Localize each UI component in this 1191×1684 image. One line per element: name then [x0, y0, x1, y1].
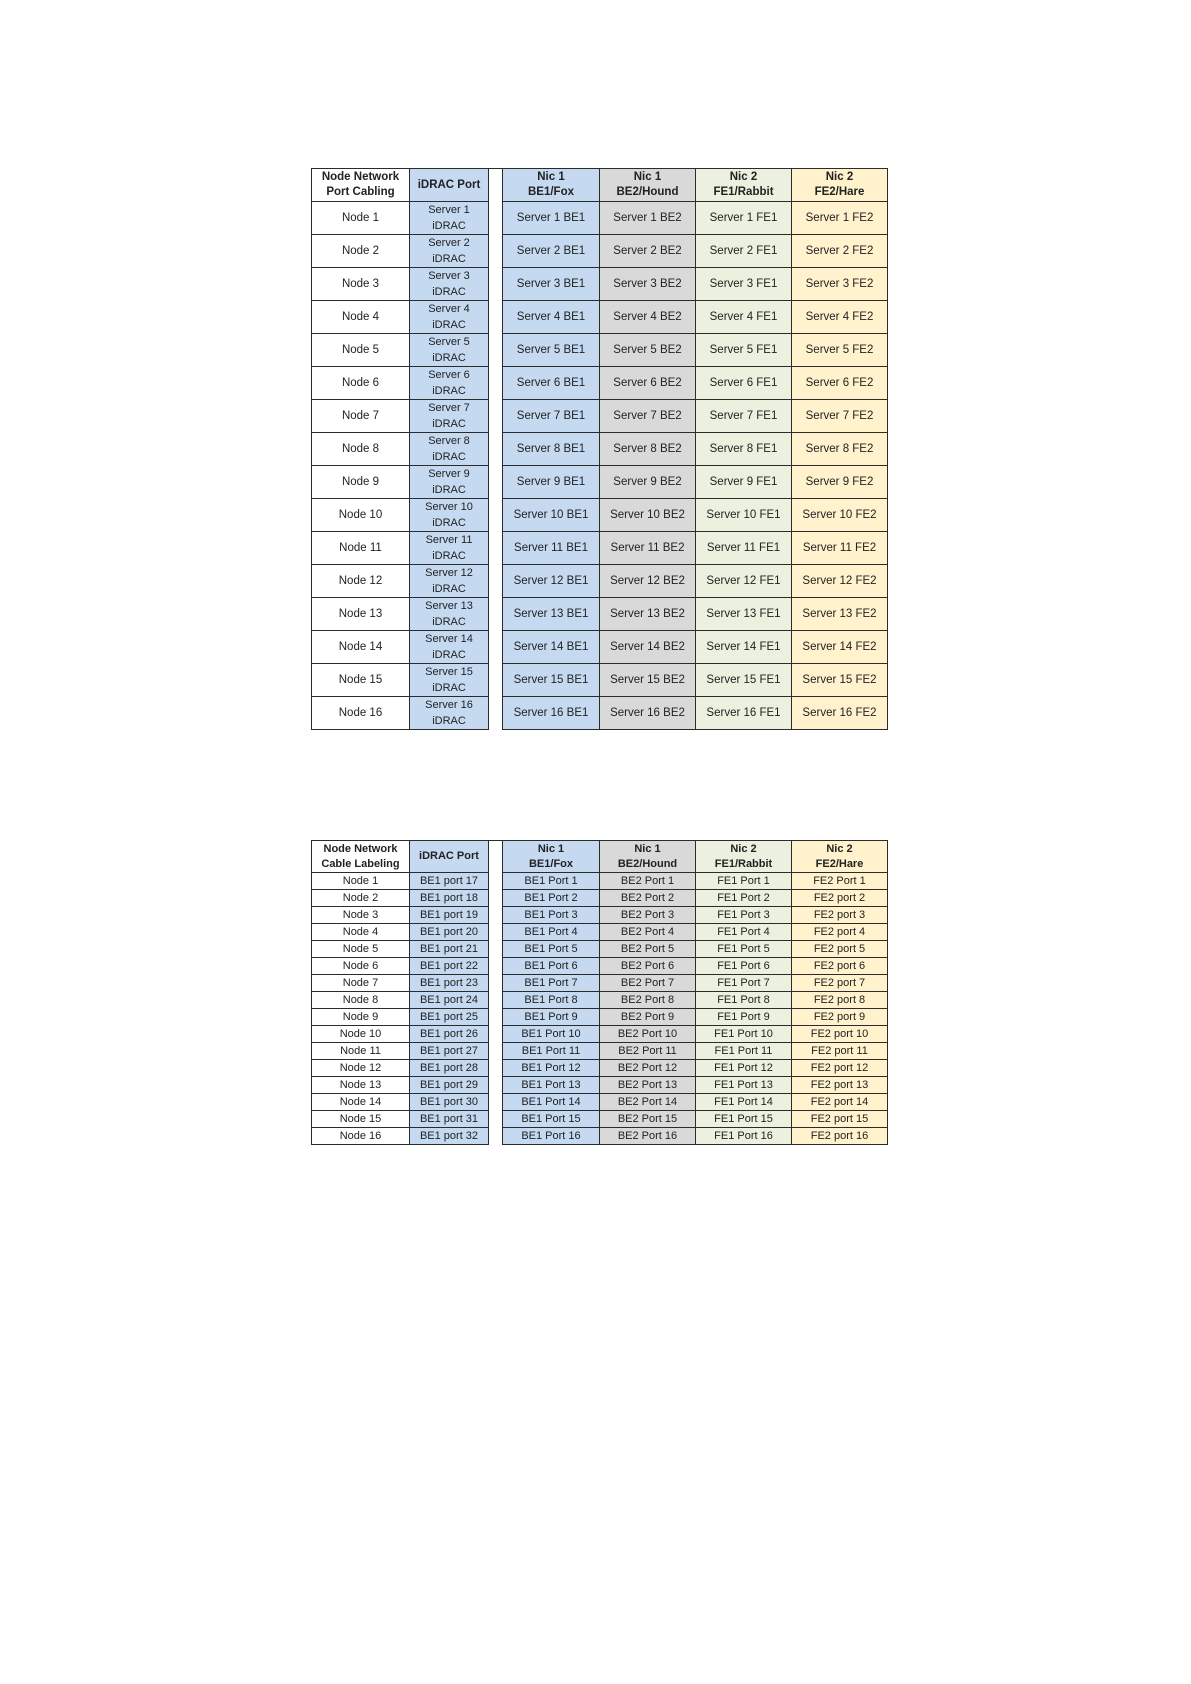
fe1-cell: Server 9 FE1	[696, 466, 792, 499]
column-gap	[489, 631, 503, 664]
node-cell: Node 15	[312, 664, 410, 697]
node-cell: Node 11	[312, 1043, 410, 1060]
fe1-cell: FE1 Port 10	[696, 1026, 792, 1043]
be2-cell: Server 3 BE2	[600, 268, 696, 301]
node-cell: Node 10	[312, 499, 410, 532]
header-fe2: Nic 2 FE2/Hare	[792, 169, 888, 202]
table-row	[312, 1043, 888, 1060]
node-cell: Node 4	[312, 924, 410, 941]
be1-cell: Server 2 BE1	[503, 235, 600, 268]
be2-cell: BE2 Port 8	[600, 992, 696, 1009]
idrac-cell: Server 8 iDRAC	[410, 433, 489, 466]
idrac-cell: Server 10 iDRAC	[410, 499, 489, 532]
idrac-cell: BE1 port 18	[410, 890, 489, 907]
be1-cell: BE1 Port 1	[503, 873, 600, 890]
idrac-cell: BE1 port 30	[410, 1094, 489, 1111]
fe1-cell: Server 10 FE1	[696, 499, 792, 532]
table-row	[312, 1060, 888, 1077]
node-cell: Node 3	[312, 907, 410, 924]
header-be2: Nic 1 BE2/Hound	[600, 841, 696, 873]
idrac-cell: Server 3 iDRAC	[410, 268, 489, 301]
fe2-cell: FE2 port 10	[792, 1026, 888, 1043]
fe2-cell: Server 14 FE2	[792, 631, 888, 664]
node-cell: Node 14	[312, 631, 410, 664]
be1-cell: Server 7 BE1	[503, 400, 600, 433]
fe1-cell: FE1 Port 12	[696, 1060, 792, 1077]
fe1-cell: Server 14 FE1	[696, 631, 792, 664]
idrac-cell: BE1 port 19	[410, 907, 489, 924]
fe1-cell: Server 11 FE1	[696, 532, 792, 565]
fe1-cell: Server 4 FE1	[696, 301, 792, 334]
table-row	[312, 697, 888, 730]
column-gap	[489, 890, 503, 907]
be2-cell: BE2 Port 3	[600, 907, 696, 924]
column-gap	[489, 958, 503, 975]
fe1-cell: FE1 Port 15	[696, 1111, 792, 1128]
fe1-cell: Server 5 FE1	[696, 334, 792, 367]
fe1-cell: FE1 Port 2	[696, 890, 792, 907]
column-gap	[489, 499, 503, 532]
header-node: Node Network Cable Labeling	[312, 841, 410, 873]
table-row	[312, 1026, 888, 1043]
idrac-cell: Server 9 iDRAC	[410, 466, 489, 499]
be2-cell: Server 14 BE2	[600, 631, 696, 664]
fe1-cell: Server 1 FE1	[696, 202, 792, 235]
be2-cell: BE2 Port 10	[600, 1026, 696, 1043]
idrac-cell: Server 1 iDRAC	[410, 202, 489, 235]
be1-cell: BE1 Port 7	[503, 975, 600, 992]
header-fe1: Nic 2 FE1/Rabbit	[696, 169, 792, 202]
fe2-cell: FE2 port 3	[792, 907, 888, 924]
fe1-cell: FE1 Port 13	[696, 1077, 792, 1094]
header-be1: Nic 1 BE1/Fox	[503, 169, 600, 202]
column-gap	[489, 1077, 503, 1094]
fe2-cell: FE2 Port 1	[792, 873, 888, 890]
fe1-cell: Server 7 FE1	[696, 400, 792, 433]
idrac-cell: Server 12 iDRAC	[410, 565, 489, 598]
be2-cell: Server 6 BE2	[600, 367, 696, 400]
be1-cell: BE1 Port 5	[503, 941, 600, 958]
be1-cell: Server 11 BE1	[503, 532, 600, 565]
node-cell: Node 4	[312, 301, 410, 334]
table-row	[312, 1128, 888, 1145]
be1-cell: Server 8 BE1	[503, 433, 600, 466]
table-row	[312, 268, 888, 301]
be2-cell: BE2 Port 5	[600, 941, 696, 958]
fe2-cell: Server 8 FE2	[792, 433, 888, 466]
be1-cell: Server 15 BE1	[503, 664, 600, 697]
node-cell: Node 5	[312, 941, 410, 958]
table-row	[312, 598, 888, 631]
column-gap	[489, 202, 503, 235]
be2-cell: BE2 Port 16	[600, 1128, 696, 1145]
column-gap	[489, 1094, 503, 1111]
fe2-cell: FE2 port 4	[792, 924, 888, 941]
node-cell: Node 1	[312, 202, 410, 235]
fe2-cell: FE2 port 6	[792, 958, 888, 975]
column-gap	[489, 169, 503, 202]
table-row	[312, 631, 888, 664]
idrac-cell: BE1 port 22	[410, 958, 489, 975]
be2-cell: BE2 Port 13	[600, 1077, 696, 1094]
idrac-cell: BE1 port 21	[410, 941, 489, 958]
table-row	[312, 235, 888, 268]
fe1-cell: Server 3 FE1	[696, 268, 792, 301]
fe2-cell: Server 15 FE2	[792, 664, 888, 697]
node-cell: Node 16	[312, 697, 410, 730]
be2-cell: BE2 Port 14	[600, 1094, 696, 1111]
fe1-cell: FE1 Port 3	[696, 907, 792, 924]
idrac-cell: BE1 port 20	[410, 924, 489, 941]
node-cell: Node 14	[312, 1094, 410, 1111]
be1-cell: BE1 Port 2	[503, 890, 600, 907]
be1-cell: BE1 Port 3	[503, 907, 600, 924]
fe2-cell: FE2 port 7	[792, 975, 888, 992]
fe2-cell: Server 3 FE2	[792, 268, 888, 301]
be2-cell: Server 2 BE2	[600, 235, 696, 268]
column-gap	[489, 697, 503, 730]
fe2-cell: FE2 port 11	[792, 1043, 888, 1060]
node-cell: Node 8	[312, 992, 410, 1009]
table-row	[312, 924, 888, 941]
idrac-cell: Server 15 iDRAC	[410, 664, 489, 697]
table-row	[312, 1009, 888, 1026]
node-cell: Node 6	[312, 367, 410, 400]
fe1-cell: Server 15 FE1	[696, 664, 792, 697]
idrac-cell: BE1 port 27	[410, 1043, 489, 1060]
port-cabling-table	[311, 168, 888, 730]
table-row	[312, 873, 888, 890]
fe1-cell: FE1 Port 5	[696, 941, 792, 958]
be1-cell: BE1 Port 4	[503, 924, 600, 941]
be2-cell: BE2 Port 1	[600, 873, 696, 890]
be2-cell: Server 10 BE2	[600, 499, 696, 532]
node-cell: Node 2	[312, 235, 410, 268]
column-gap	[489, 466, 503, 499]
be2-cell: Server 9 BE2	[600, 466, 696, 499]
table-header-row	[312, 169, 888, 202]
be1-cell: Server 10 BE1	[503, 499, 600, 532]
be1-cell: Server 4 BE1	[503, 301, 600, 334]
column-gap	[489, 400, 503, 433]
be1-cell: BE1 Port 8	[503, 992, 600, 1009]
be1-cell: Server 3 BE1	[503, 268, 600, 301]
table-row	[312, 1077, 888, 1094]
header-fe1: Nic 2 FE1/Rabbit	[696, 841, 792, 873]
fe2-cell: Server 4 FE2	[792, 301, 888, 334]
fe1-cell: Server 12 FE1	[696, 565, 792, 598]
table-row	[312, 532, 888, 565]
node-cell: Node 3	[312, 268, 410, 301]
fe1-cell: Server 13 FE1	[696, 598, 792, 631]
node-cell: Node 7	[312, 975, 410, 992]
node-cell: Node 12	[312, 565, 410, 598]
be2-cell: BE2 Port 15	[600, 1111, 696, 1128]
be2-cell: BE2 Port 12	[600, 1060, 696, 1077]
fe1-cell: FE1 Port 1	[696, 873, 792, 890]
column-gap	[489, 873, 503, 890]
column-gap	[489, 433, 503, 466]
be2-cell: BE2 Port 9	[600, 1009, 696, 1026]
table-row	[312, 1094, 888, 1111]
node-cell: Node 13	[312, 1077, 410, 1094]
node-cell: Node 10	[312, 1026, 410, 1043]
be1-cell: Server 13 BE1	[503, 598, 600, 631]
node-cell: Node 2	[312, 890, 410, 907]
header-be1: Nic 1 BE1/Fox	[503, 841, 600, 873]
fe2-cell: FE2 port 14	[792, 1094, 888, 1111]
column-gap	[489, 1111, 503, 1128]
node-cell: Node 13	[312, 598, 410, 631]
idrac-cell: BE1 port 25	[410, 1009, 489, 1026]
node-cell: Node 15	[312, 1111, 410, 1128]
table-row	[312, 664, 888, 697]
idrac-cell: Server 16 iDRAC	[410, 697, 489, 730]
table-row	[312, 565, 888, 598]
idrac-cell: Server 13 iDRAC	[410, 598, 489, 631]
idrac-cell: BE1 port 28	[410, 1060, 489, 1077]
be2-cell: Server 12 BE2	[600, 565, 696, 598]
be2-cell: Server 8 BE2	[600, 433, 696, 466]
be2-cell: BE2 Port 2	[600, 890, 696, 907]
be1-cell: Server 5 BE1	[503, 334, 600, 367]
table-header-row	[312, 841, 888, 873]
be2-cell: BE2 Port 6	[600, 958, 696, 975]
fe2-cell: Server 13 FE2	[792, 598, 888, 631]
table-row	[312, 1111, 888, 1128]
fe2-cell: FE2 port 2	[792, 890, 888, 907]
column-gap	[489, 367, 503, 400]
idrac-cell: BE1 port 24	[410, 992, 489, 1009]
column-gap	[489, 941, 503, 958]
column-gap	[489, 664, 503, 697]
idrac-cell: BE1 port 26	[410, 1026, 489, 1043]
fe2-cell: FE2 port 16	[792, 1128, 888, 1145]
header-fe2: Nic 2 FE2/Hare	[792, 841, 888, 873]
idrac-cell: Server 6 iDRAC	[410, 367, 489, 400]
be2-cell: Server 13 BE2	[600, 598, 696, 631]
fe1-cell: FE1 Port 16	[696, 1128, 792, 1145]
be1-cell: BE1 Port 11	[503, 1043, 600, 1060]
column-gap	[489, 532, 503, 565]
fe2-cell: FE2 port 15	[792, 1111, 888, 1128]
column-gap	[489, 235, 503, 268]
column-gap	[489, 975, 503, 992]
be2-cell: Server 11 BE2	[600, 532, 696, 565]
table-row	[312, 202, 888, 235]
fe1-cell: FE1 Port 7	[696, 975, 792, 992]
column-gap	[489, 1128, 503, 1145]
column-gap	[489, 907, 503, 924]
be2-cell: Server 7 BE2	[600, 400, 696, 433]
node-cell: Node 1	[312, 873, 410, 890]
be1-cell: Server 16 BE1	[503, 697, 600, 730]
table-row	[312, 941, 888, 958]
fe1-cell: FE1 Port 4	[696, 924, 792, 941]
node-cell: Node 6	[312, 958, 410, 975]
fe1-cell: FE1 Port 14	[696, 1094, 792, 1111]
column-gap	[489, 992, 503, 1009]
be1-cell: Server 14 BE1	[503, 631, 600, 664]
table-row	[312, 433, 888, 466]
be1-cell: BE1 Port 16	[503, 1128, 600, 1145]
fe1-cell: FE1 Port 9	[696, 1009, 792, 1026]
column-gap	[489, 301, 503, 334]
column-gap	[489, 1026, 503, 1043]
idrac-cell: BE1 port 23	[410, 975, 489, 992]
fe2-cell: Server 16 FE2	[792, 697, 888, 730]
idrac-cell: BE1 port 31	[410, 1111, 489, 1128]
table-row	[312, 958, 888, 975]
node-cell: Node 9	[312, 466, 410, 499]
be2-cell: BE2 Port 4	[600, 924, 696, 941]
idrac-cell: BE1 port 29	[410, 1077, 489, 1094]
fe2-cell: FE2 port 9	[792, 1009, 888, 1026]
be2-cell: BE2 Port 7	[600, 975, 696, 992]
be1-cell: Server 9 BE1	[503, 466, 600, 499]
fe2-cell: Server 7 FE2	[792, 400, 888, 433]
be1-cell: BE1 Port 6	[503, 958, 600, 975]
fe2-cell: Server 10 FE2	[792, 499, 888, 532]
header-be2: Nic 1 BE2/Hound	[600, 169, 696, 202]
idrac-cell: Server 7 iDRAC	[410, 400, 489, 433]
fe2-cell: Server 12 FE2	[792, 565, 888, 598]
table-row	[312, 907, 888, 924]
idrac-cell: BE1 port 17	[410, 873, 489, 890]
be2-cell: Server 16 BE2	[600, 697, 696, 730]
fe2-cell: Server 1 FE2	[792, 202, 888, 235]
header-node: Node Network Port Cabling	[312, 169, 410, 202]
fe1-cell: Server 2 FE1	[696, 235, 792, 268]
be1-cell: BE1 Port 15	[503, 1111, 600, 1128]
idrac-cell: Server 11 iDRAC	[410, 532, 489, 565]
fe2-cell: Server 6 FE2	[792, 367, 888, 400]
column-gap	[489, 924, 503, 941]
fe1-cell: Server 6 FE1	[696, 367, 792, 400]
fe1-cell: FE1 Port 11	[696, 1043, 792, 1060]
be2-cell: Server 4 BE2	[600, 301, 696, 334]
node-cell: Node 5	[312, 334, 410, 367]
fe1-cell: FE1 Port 6	[696, 958, 792, 975]
fe2-cell: Server 5 FE2	[792, 334, 888, 367]
column-gap	[489, 565, 503, 598]
fe1-cell: Server 8 FE1	[696, 433, 792, 466]
table-row	[312, 975, 888, 992]
be1-cell: BE1 Port 12	[503, 1060, 600, 1077]
idrac-cell: Server 14 iDRAC	[410, 631, 489, 664]
fe2-cell: FE2 port 13	[792, 1077, 888, 1094]
be1-cell: Server 12 BE1	[503, 565, 600, 598]
node-cell: Node 16	[312, 1128, 410, 1145]
node-cell: Node 9	[312, 1009, 410, 1026]
node-cell: Node 7	[312, 400, 410, 433]
table-row	[312, 499, 888, 532]
cable-labeling-table	[311, 840, 888, 1145]
column-gap	[489, 334, 503, 367]
idrac-cell: Server 4 iDRAC	[410, 301, 489, 334]
fe2-cell: FE2 port 5	[792, 941, 888, 958]
fe2-cell: Server 11 FE2	[792, 532, 888, 565]
be2-cell: BE2 Port 11	[600, 1043, 696, 1060]
fe1-cell: FE1 Port 8	[696, 992, 792, 1009]
header-idrac: iDRAC Port	[410, 169, 489, 202]
be1-cell: Server 6 BE1	[503, 367, 600, 400]
be1-cell: BE1 Port 13	[503, 1077, 600, 1094]
table-row	[312, 400, 888, 433]
be2-cell: Server 5 BE2	[600, 334, 696, 367]
idrac-cell: Server 2 iDRAC	[410, 235, 489, 268]
table-row	[312, 992, 888, 1009]
header-idrac: iDRAC Port	[410, 841, 489, 873]
be1-cell: BE1 Port 9	[503, 1009, 600, 1026]
column-gap	[489, 1043, 503, 1060]
be1-cell: Server 1 BE1	[503, 202, 600, 235]
idrac-cell: Server 5 iDRAC	[410, 334, 489, 367]
fe2-cell: FE2 port 8	[792, 992, 888, 1009]
column-gap	[489, 598, 503, 631]
node-cell: Node 8	[312, 433, 410, 466]
node-cell: Node 12	[312, 1060, 410, 1077]
column-gap	[489, 1009, 503, 1026]
table-row	[312, 301, 888, 334]
fe2-cell: Server 9 FE2	[792, 466, 888, 499]
table-row	[312, 334, 888, 367]
be2-cell: Server 1 BE2	[600, 202, 696, 235]
column-gap	[489, 1060, 503, 1077]
table-row	[312, 367, 888, 400]
be1-cell: BE1 Port 14	[503, 1094, 600, 1111]
table-row	[312, 890, 888, 907]
table-row	[312, 466, 888, 499]
node-cell: Node 11	[312, 532, 410, 565]
fe1-cell: Server 16 FE1	[696, 697, 792, 730]
be1-cell: BE1 Port 10	[503, 1026, 600, 1043]
be2-cell: Server 15 BE2	[600, 664, 696, 697]
fe2-cell: FE2 port 12	[792, 1060, 888, 1077]
fe2-cell: Server 2 FE2	[792, 235, 888, 268]
idrac-cell: BE1 port 32	[410, 1128, 489, 1145]
column-gap	[489, 841, 503, 873]
column-gap	[489, 268, 503, 301]
